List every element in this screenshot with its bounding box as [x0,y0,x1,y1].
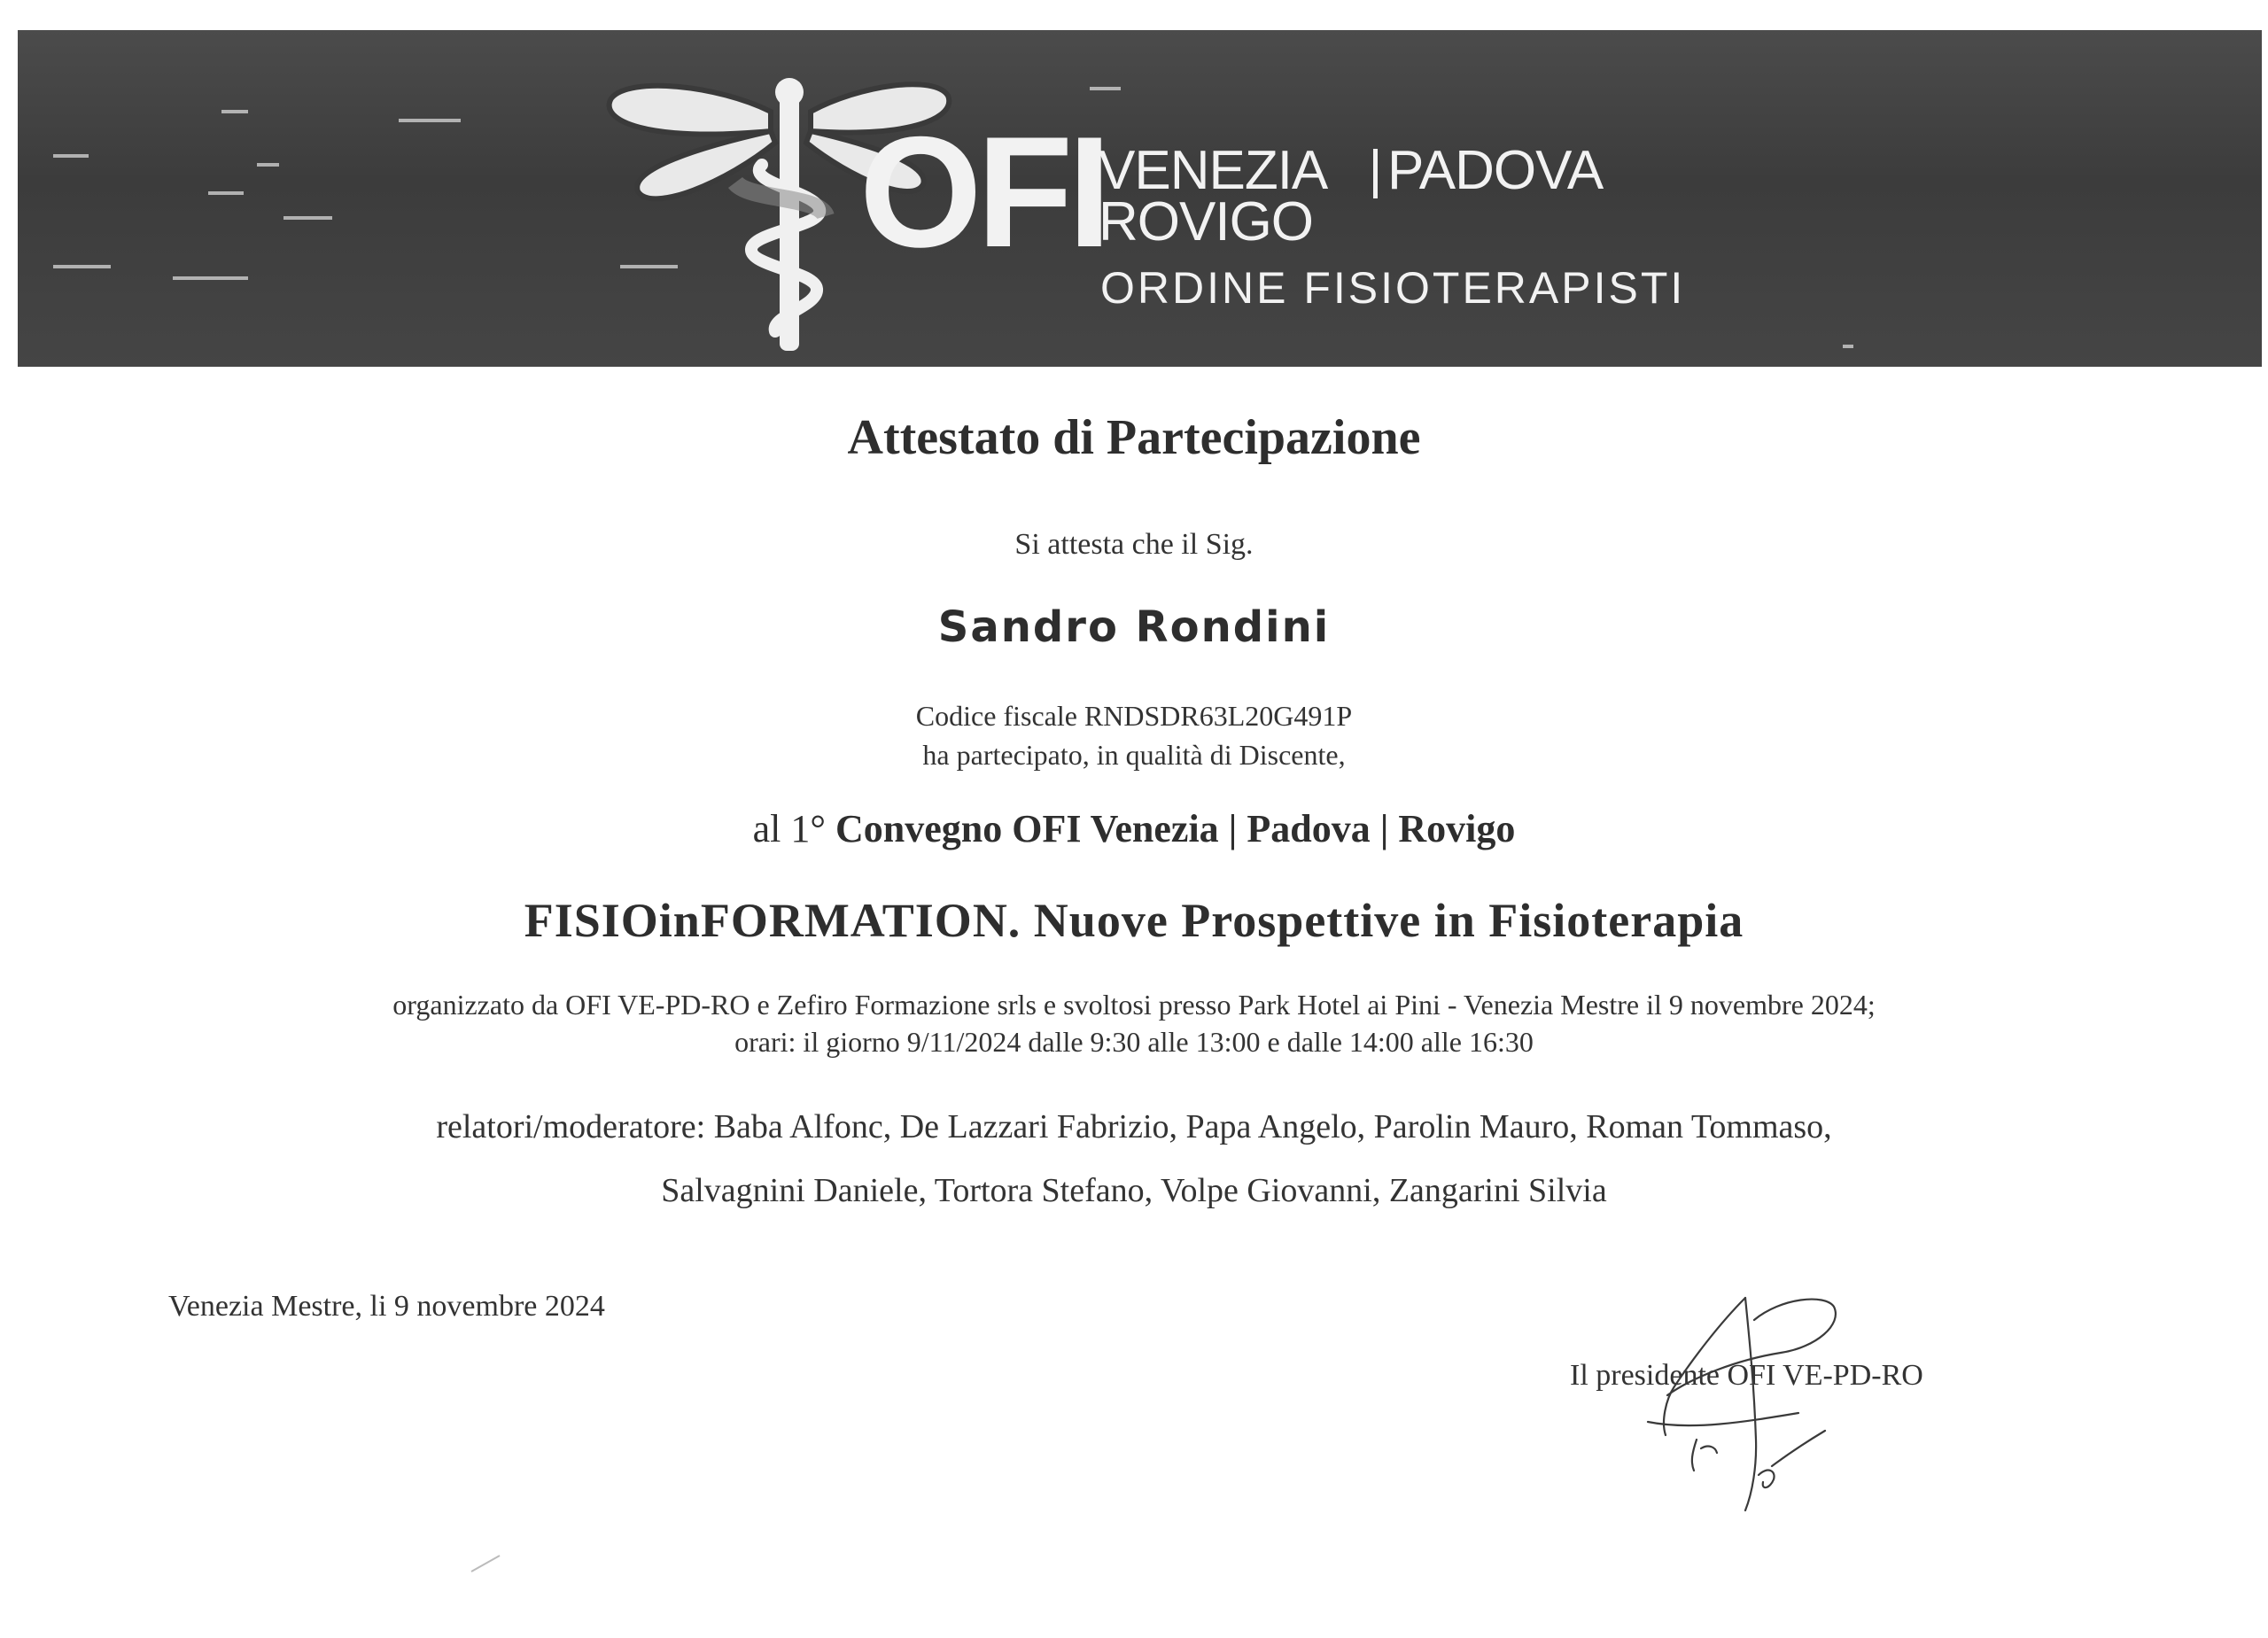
scan-speck [257,163,279,167]
scan-speck [173,276,248,280]
logo-city-padova: PADOVA [1387,140,1604,201]
ofi-logo [594,50,1745,351]
logo-divider [1373,149,1378,198]
scan-speck [1843,345,1853,348]
logo-tagline: ORDINE FISIOTERAPISTI [1100,263,1686,313]
logo-city-venezia: VENEZIA [1099,140,1328,201]
header-band [18,30,2262,367]
scan-speck [221,110,248,113]
scan-speck [53,265,111,268]
event-title: FISIOinFORMATION. Nuove Prospettive in Fisioterapia [524,894,1744,947]
speakers-line-2: Salvagnini Daniele, Tortora Stefano, Volpe Giovanni, Zangarini Silvia [661,1172,1607,1209]
convegno-prefix: al 1° [752,807,826,850]
scan-speck [208,191,244,195]
convegno-line [0,806,2268,851]
scan-speck [399,119,461,122]
logo-ofi-text: OFI [859,104,1107,280]
participation-line: ha partecipato, in qualità di Discente, [922,739,1346,771]
intro-line: Si attesta che il Sig. [1014,528,1254,561]
signatory-line: Il presidente OFI VE-PD-RO [1570,1359,1923,1392]
speakers-line-1: relatori/moderatore: Baba Alfonc, De Lazzari Fabrizio, Papa Angelo, Parolin Mauro, Roman Tommaso, [436,1108,1832,1145]
scan-speck [53,154,89,158]
convegno-name: Convegno OFI Venezia | Padova | Rovigo [835,807,1516,850]
participant-name: Sandro Rondini [937,602,1331,652]
organized-line: organizzato da OFI VE-PD-RO e Zefiro Formazione srls e svoltosi presso Park Hotel ai Pini - Venezia Mestre il 9 novembre 2024; [392,989,1876,1021]
place-date: Venezia Mestre, li 9 novembre 2024 [168,1290,605,1323]
certificate-title: Attestato di Partecipazione [847,410,1421,465]
hours-line: orari: il giorno 9/11/2024 dalle 9:30 alle 13:00 e dalle 14:00 alle 16:30 [734,1026,1534,1058]
handwritten-signature [1612,1289,1878,1528]
scan-mark [470,1554,501,1573]
fiscal-code-line: Codice fiscale RNDSDR63L20G491P [915,700,1353,732]
scan-speck [284,216,332,220]
logo-city-rovigo: ROVIGO [1099,191,1314,252]
